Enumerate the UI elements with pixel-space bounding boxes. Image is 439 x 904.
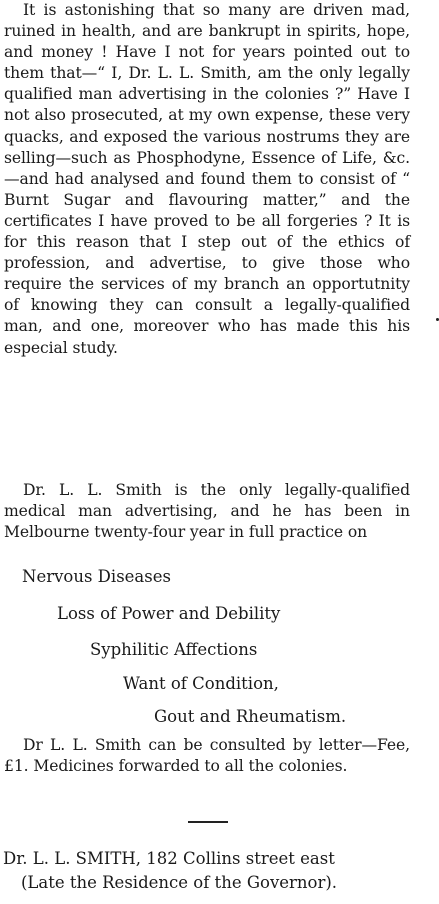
condition-item: Want of Condition, — [123, 674, 279, 693]
condition-item: Loss of Power and Debility — [57, 604, 281, 623]
condition-item: Syphilitic Affections — [90, 640, 258, 659]
address-line: Dr. L. L. SMITH, 182 Collins street east — [3, 849, 335, 868]
divider-rule — [188, 821, 228, 823]
condition-item: Nervous Diseases — [22, 567, 171, 586]
body-paragraph-1: It is astonishing that so many are driven mad, ruined in health, and are bankrupt in spirits, hope, and money ! Have I not for years pointed out to them that—“ I, Dr. L. L. Smith, am the only legally qualified man advertising in the colonies ?” Have I not also prosecuted, at my own expense, these very quacks, and exposed the various nostrums they are selling—such as Phosphodyne, Essence of Life, &c.—and had analysed and found them to consist of “ Burnt Sugar and flavouring matter,” and the certificates I have proved to be all forgeries ? It is for this reason that I step out of the ethics of profession, and advertise, to give those who require the services of my branch an opportutnity of knowing they can consult a legally-qualified man, and one, moreover who has made this his especial study. — [4, 1, 410, 357]
body-paragraph-2: Dr. L. L. Smith is the only legally-qualified medical man advertising, and he has been in Melbourne twenty-four year in full practice on — [4, 481, 410, 542]
condition-item: Gout and Rheumatism. — [154, 707, 347, 726]
body-paragraph-3: Dr L. L. Smith can be consulted by letter—Fee, £1. Medicines forwarded to all the colonies. — [4, 736, 410, 776]
address-note: (Late the Residence of the Governor). — [21, 873, 338, 892]
